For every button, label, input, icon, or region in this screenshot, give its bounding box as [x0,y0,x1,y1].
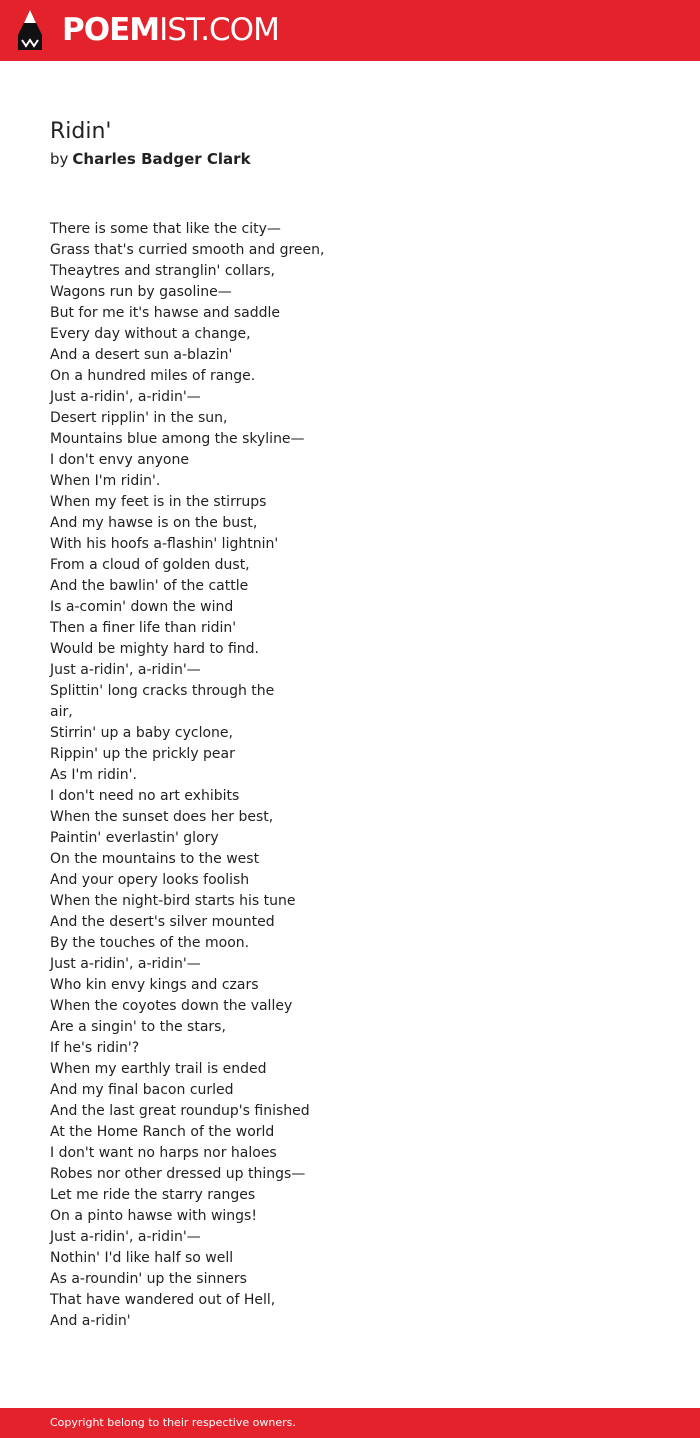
poem-line: Wagons run by gasoline— [50,284,232,300]
poem-line: Just a-ridin', a-ridin'— [50,662,201,678]
poem-line: If he's ridin'? [50,1040,140,1056]
poem-line: On a pinto hawse with wings! [50,1208,257,1224]
poem-line: Desert ripplin' in the sun, [50,410,228,426]
poem-line: And my hawse is on the bust, [50,515,258,531]
poem-line: As a-roundin' up the sinners [50,1271,247,1287]
poem-line: Stirrin' up a baby cyclone, [50,725,233,741]
byline [50,148,251,170]
poem-line: Splittin' long cracks through the [50,683,275,699]
poem-line: That have wandered out of Hell, [50,1292,276,1308]
poem-line: And the desert's silver mounted [50,914,275,930]
poem-line: I don't want no harps nor haloes [50,1145,277,1161]
poem-body [50,219,370,1332]
site-footer [0,1408,700,1438]
poem-line: air, [50,704,73,720]
pencil-icon[interactable] [17,9,43,51]
poem-line: Theaytres and stranglin' collars, [50,263,275,279]
poem-line: Just a-ridin', a-ridin'— [50,956,201,972]
poem-line: And your opery looks foolish [50,872,250,888]
site-logo[interactable] [62,11,279,49]
poem-line: And a-ridin' [50,1313,131,1329]
poem-line: Just a-ridin', a-ridin'— [50,1229,201,1245]
poem-line: Let me ride the starry ranges [50,1187,256,1203]
site-header [0,0,700,61]
poem-line: When the coyotes down the valley [50,998,293,1014]
poem-line: I don't envy anyone [50,452,189,468]
by-label: by [50,150,69,168]
poem-line: And a desert sun a-blazin' [50,347,233,363]
poem-line: At the Home Ranch of the world [50,1124,275,1140]
poem-line: Robes nor other dressed up things— [50,1166,306,1182]
poem-line: But for me it's hawse and saddle [50,305,280,321]
logo-text-bold: POEM [62,12,160,48]
copyright-text: Copyright belong to their respective owners. [50,1416,296,1429]
poem-line: Rippin' up the prickly pear [50,746,235,762]
poem-line: Would be mighty hard to find. [50,641,259,657]
poem-line: I don't need no art exhibits [50,788,240,804]
poem-line: When my earthly trail is ended [50,1061,267,1077]
poem-line: Who kin envy kings and czars [50,977,259,993]
poem-line: When my feet is in the stirrups [50,494,267,510]
poem-line: With his hoofs a-flashin' lightnin' [50,536,279,552]
poem-line: When the sunset does her best, [50,809,274,825]
poem-line: By the touches of the moon. [50,935,250,951]
poem-line: On a hundred miles of range. [50,368,256,384]
poem-line: From a cloud of golden dust, [50,557,250,573]
poem-line: And the bawlin' of the cattle [50,578,249,594]
poem-line: Grass that's curried smooth and green, [50,242,325,258]
poem-line: When the night-bird starts his tune [50,893,296,909]
poem-line: Just a-ridin', a-ridin'— [50,389,201,405]
poem-line: Is a-comin' down the wind [50,599,234,615]
poem-line: On the mountains to the west [50,851,260,867]
poem-line: Paintin' everlastin' glory [50,830,219,846]
poem-line: As I'm ridin'. [50,767,137,783]
poem-line: Then a finer life than ridin' [50,620,237,636]
poem-line: When I'm ridin'. [50,473,161,489]
poem-line: Every day without a change, [50,326,251,342]
logo-text-light: IST.COM [159,12,279,48]
author-name: Charles Badger Clark [72,150,251,168]
poem-title: Ridin' [50,119,112,144]
poem-line: And my final bacon curled [50,1082,234,1098]
poem-line: And the last great roundup's finished [50,1103,310,1119]
poem-line: Nothin' I'd like half so well [50,1250,234,1266]
poem-line: There is some that like the city— [50,221,281,237]
poem-line: Are a singin' to the stars, [50,1019,226,1035]
poem-line: Mountains blue among the skyline— [50,431,305,447]
